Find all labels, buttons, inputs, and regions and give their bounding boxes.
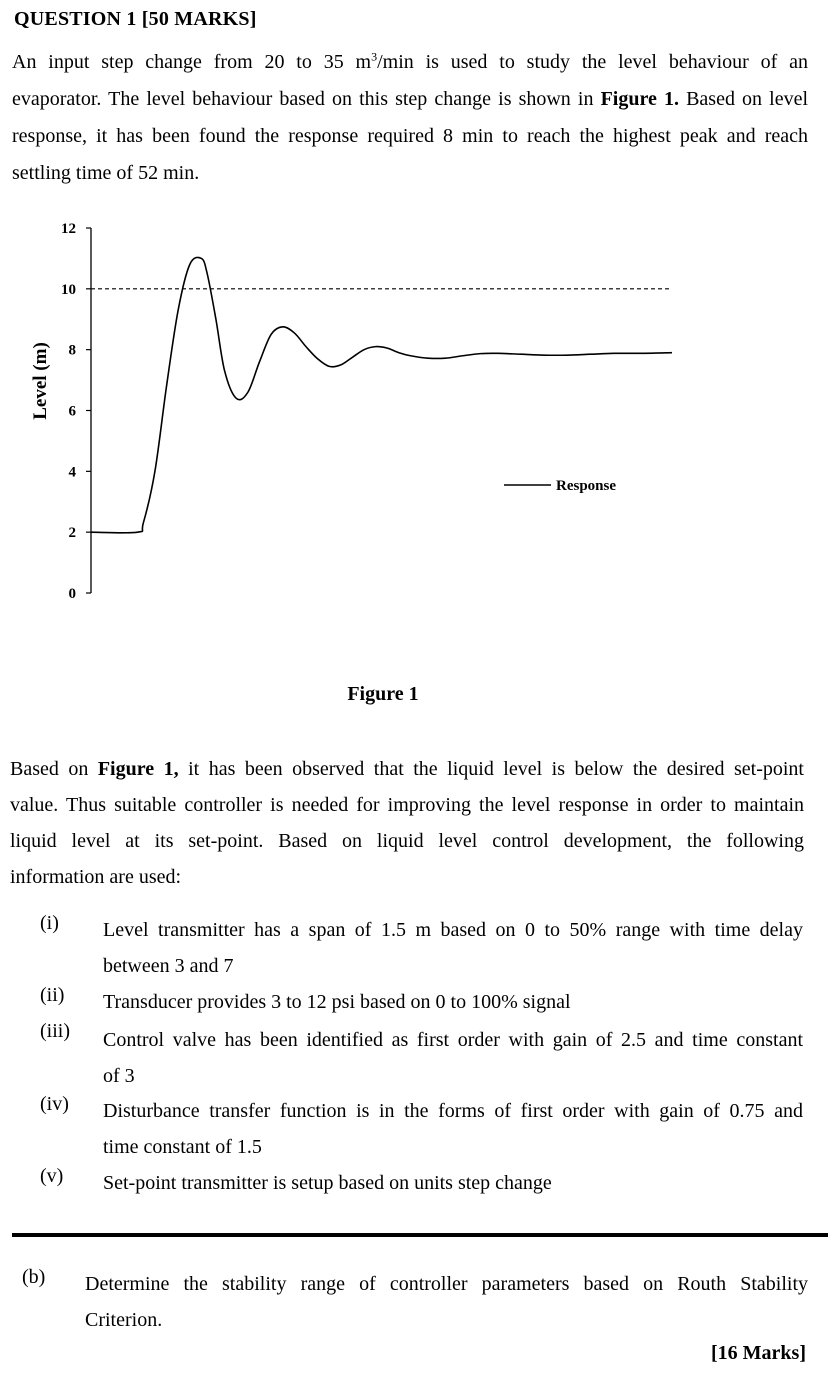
list-item-label: (i) — [40, 912, 59, 934]
y-tick-label: 12 — [61, 221, 76, 237]
question-heading: QUESTION 1 [50 MARKS] — [14, 8, 257, 30]
legend-label-response: Response — [556, 478, 617, 494]
intro-line-2: evaporator. The level behaviour based on this step change is shown in Figure 1. Based on level — [12, 88, 809, 110]
list-item-label: (v) — [40, 1165, 64, 1187]
intro-line-4: settling time of 52 min. — [12, 162, 200, 184]
y-tick-label: 0 — [68, 586, 76, 602]
figure-caption: Figure 1 — [347, 683, 419, 705]
part-b-question: Determine the stability range of controller parameters based on Routh Stability Criterion. — [85, 1273, 808, 1331]
list-item: Control valve has been identified as first order with gain of 2.5 and time constant of 3 — [103, 1029, 803, 1087]
paragraph-2 — [10, 751, 804, 895]
list-item: Level transmitter has a span of 1.5 m based on 0 to 50% range with time delay between 3 and 7 — [103, 919, 803, 977]
part-b-label: (b) — [22, 1266, 46, 1288]
intro-line-3: response, it has been found the response required 8 min to reach the highest peak and reach — [12, 125, 808, 147]
level-response-chart — [0, 205, 828, 625]
y-tick-label: 8 — [68, 342, 76, 359]
list-item-label: (ii) — [40, 984, 65, 1006]
y-tick-label: 2 — [68, 525, 76, 542]
para2-line-2: value. Thus suitable controller is needed for improving the level response in order to maintain — [10, 794, 804, 816]
y-axis-label: Level (m) — [30, 342, 51, 420]
list-item: Disturbance transfer function is in the forms of first order with gain of 0.75 and time constant of 1.5 — [103, 1100, 803, 1158]
intro-line-1: An input step change from 20 to 35 $m^3/\min$ is used to study the level behaviour of an — [12, 49, 808, 73]
list-item: Set-point transmitter is setup based on units step change — [103, 1172, 552, 1194]
y-tick-label: 6 — [68, 403, 76, 420]
list-item: Transducer provides 3 to 12 psi based on 0 to 100% signal — [103, 991, 571, 1013]
section-divider — [12, 1233, 828, 1237]
para2-line-3: liquid level at its set-point. Based on liquid level control development, the following — [10, 830, 804, 852]
para2-line-4: information are used: — [10, 866, 182, 888]
list-item-label: (iii) — [40, 1020, 70, 1042]
intro-paragraph — [12, 44, 808, 192]
marks-label: [16 Marks] — [711, 1342, 806, 1364]
para2-line-1: Based on Figure 1, it has been observed that the liquid level is below the desired set-point — [10, 758, 804, 780]
y-tick-label: 10 — [61, 281, 76, 298]
y-tick-label: 4 — [68, 464, 76, 481]
list-item-label: (iv) — [40, 1093, 69, 1115]
legend — [504, 478, 616, 494]
